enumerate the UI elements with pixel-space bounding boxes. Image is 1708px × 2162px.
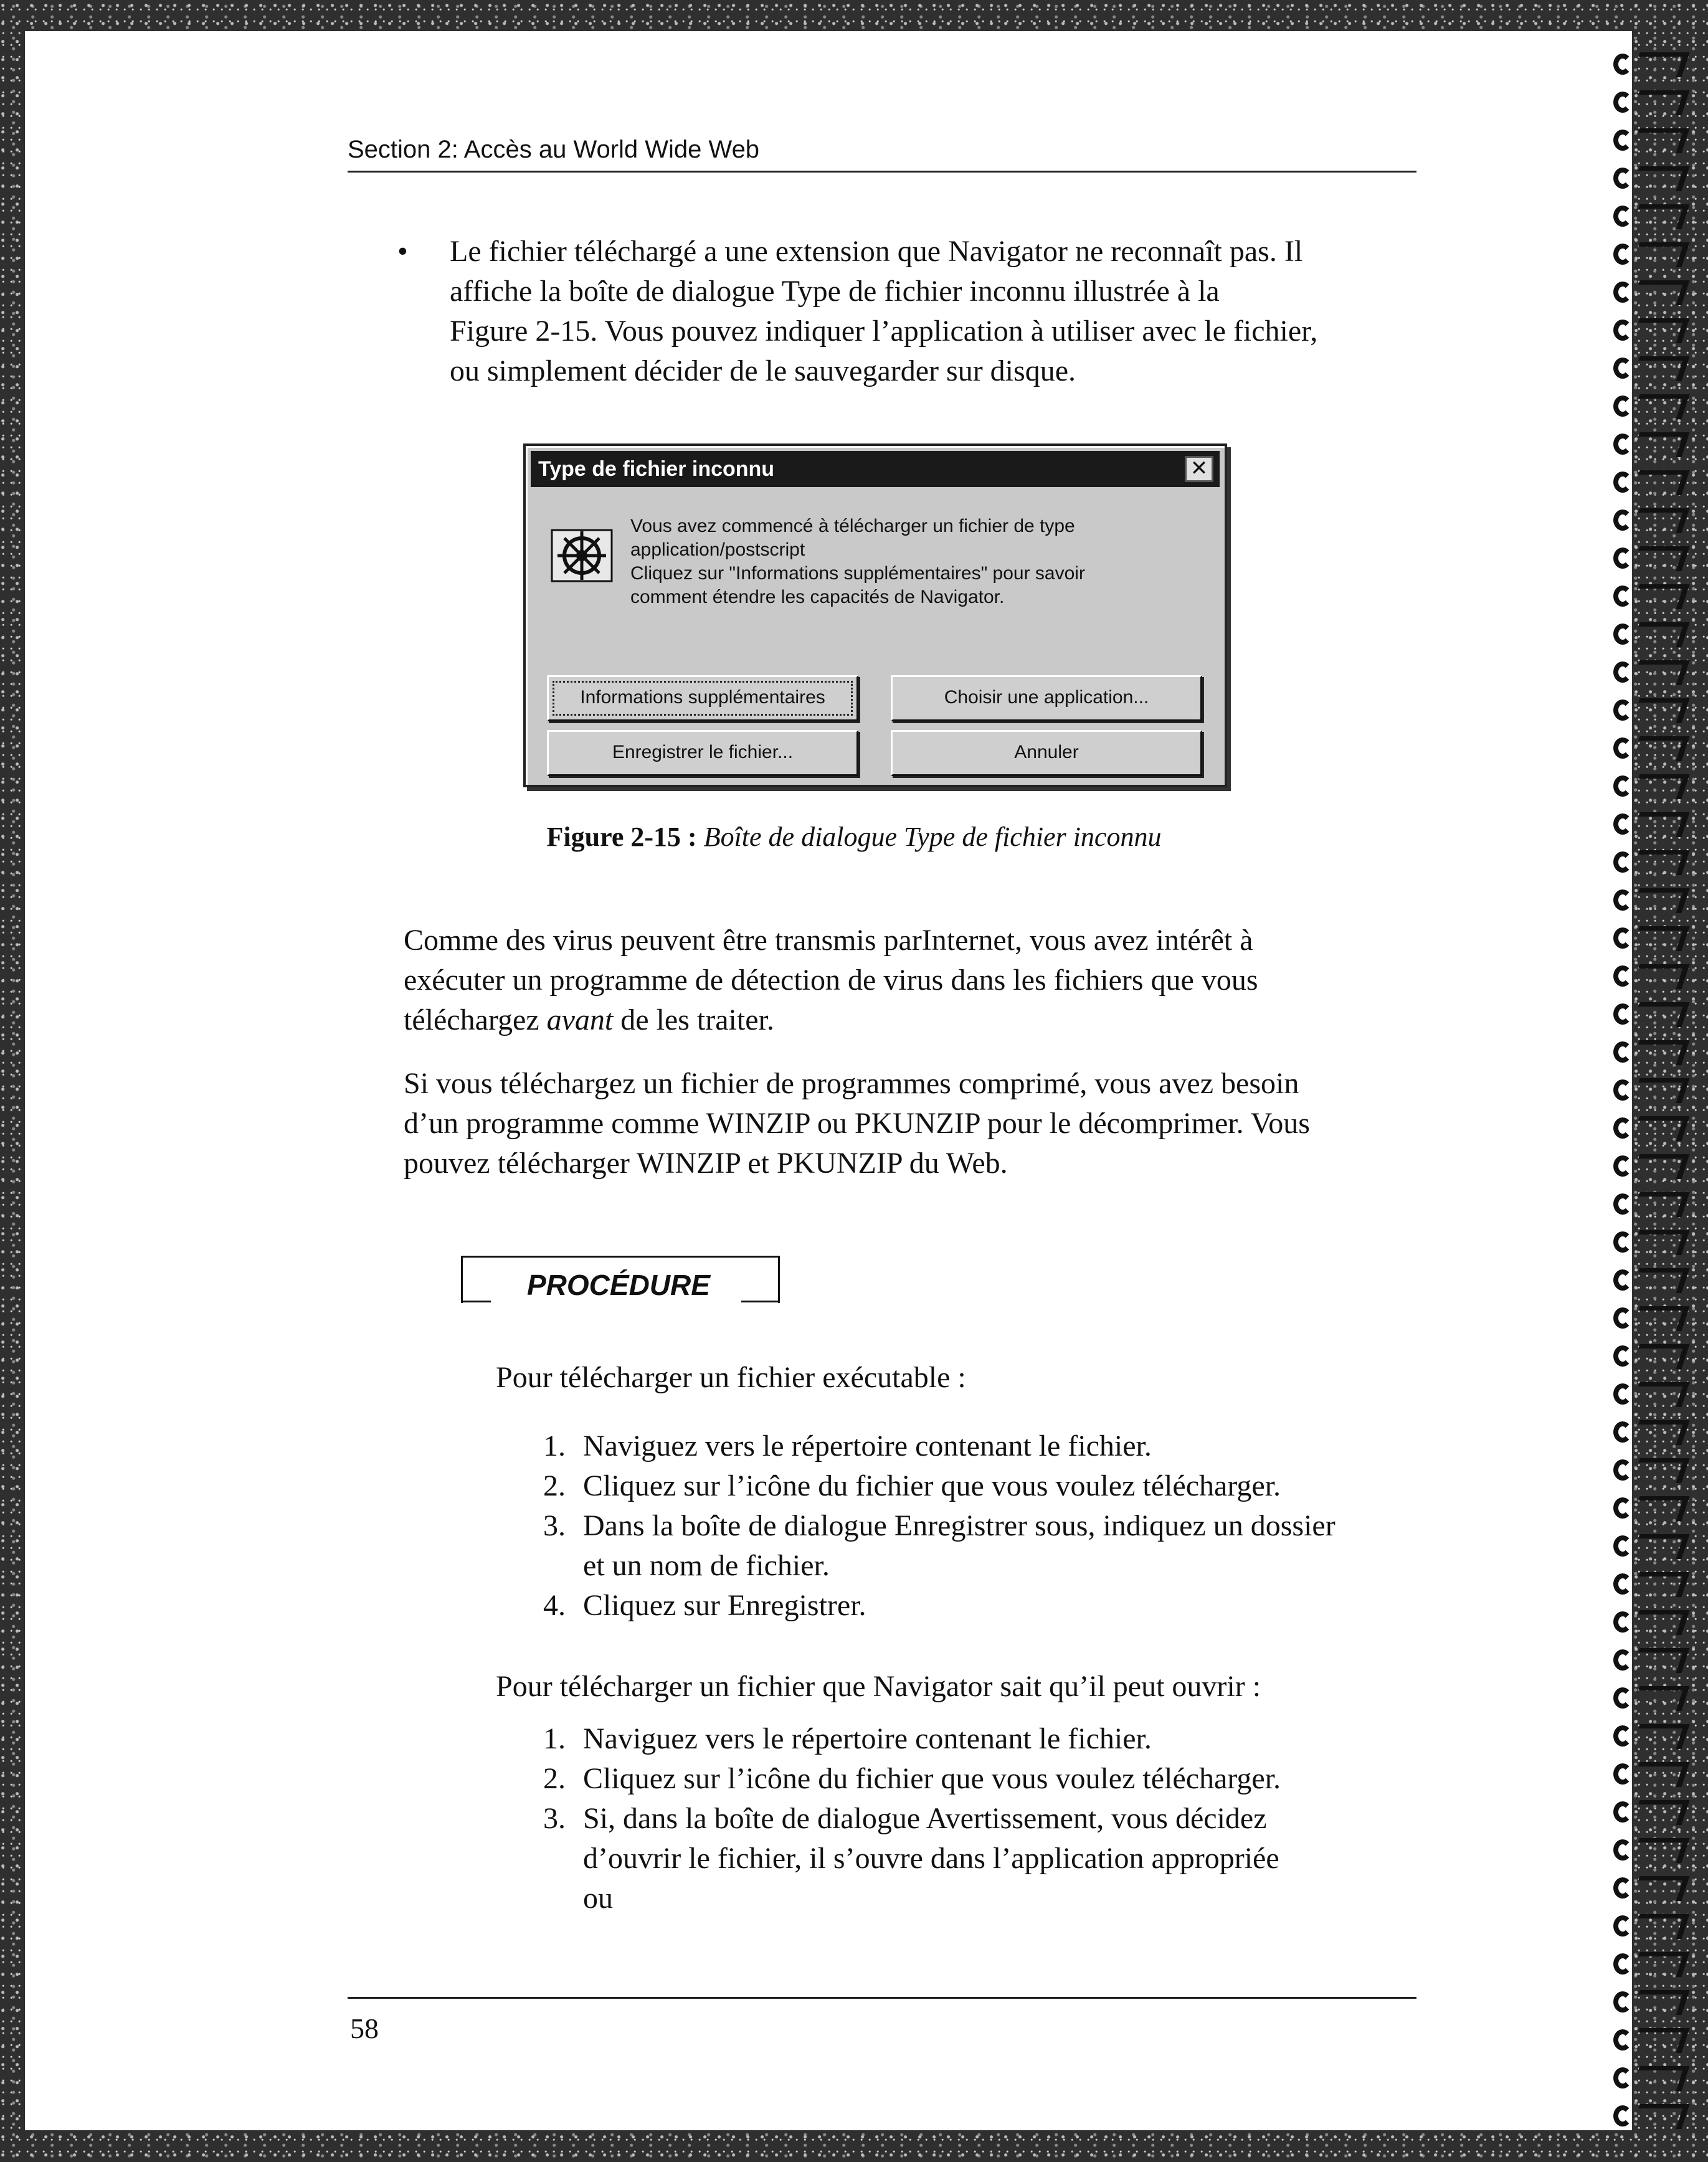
bullet-line: affiche la boîte de dialogue Type de fichier inconnu illustrée à la — [450, 275, 1220, 308]
save-file-button[interactable]: Enregistrer le fichier... — [547, 730, 858, 776]
binding-ring — [1613, 1494, 1694, 1524]
procedure-steps — [543, 1719, 1403, 1918]
binding-ring — [1613, 1722, 1694, 1752]
list-item — [543, 1426, 1403, 1466]
procedure-lead: Pour télécharger un fichier exécutable : — [496, 1361, 966, 1394]
binding-ring — [1613, 506, 1694, 536]
procedure-lead: Pour télécharger un fichier que Navigator sait qu’il peut ouvrir : — [496, 1670, 1261, 1703]
binding-ring — [1613, 1190, 1694, 1220]
footer-rule — [348, 1997, 1416, 1999]
procedure-box-edge — [741, 1301, 780, 1302]
more-info-button[interactable]: Informations supplémentaires — [547, 675, 858, 721]
page-number: 58 — [350, 2013, 379, 2044]
list-item — [543, 1719, 1403, 1759]
spiral-binding — [1601, 37, 1708, 2143]
binding-ring — [1613, 240, 1694, 270]
step-number: 1. — [543, 1722, 566, 1755]
wheel-icon — [551, 524, 613, 586]
binding-ring — [1613, 354, 1694, 384]
bullet-symbol: • — [397, 235, 408, 268]
paragraph-line — [404, 1000, 1425, 1040]
binding-ring — [1613, 1418, 1694, 1448]
binding-ring — [1613, 1570, 1694, 1600]
emphasis-text: avant — [546, 1003, 614, 1036]
binding-ring — [1613, 2064, 1694, 2093]
binding-ring — [1613, 278, 1694, 308]
binding-ring — [1613, 1228, 1694, 1258]
binding-ring — [1613, 772, 1694, 802]
binding-ring — [1613, 468, 1694, 498]
step-text: Si, dans la boîte de dialogue Avertissement, vous décidez — [583, 1802, 1267, 1835]
binding-ring — [1613, 1684, 1694, 1714]
procedure-label: PROCÉDURE — [527, 1269, 710, 1301]
step-number: 3. — [543, 1802, 566, 1835]
binding-ring — [1613, 1304, 1694, 1334]
list-item — [543, 1759, 1403, 1799]
paragraph-text: de les traiter. — [613, 1003, 774, 1036]
choose-application-button[interactable]: Choisir une application... — [891, 675, 1202, 721]
bullet-line: Le fichier téléchargé a une extension que Navigator ne reconnaît pas. Il — [450, 235, 1303, 268]
step-text: Dans la boîte de dialogue Enregistrer sous, indiquez un dossier — [583, 1509, 1336, 1542]
header-rule — [348, 171, 1416, 173]
binding-ring — [1613, 1950, 1694, 1979]
binding-ring — [1613, 1342, 1694, 1372]
binding-ring — [1613, 1760, 1694, 1790]
dialog-message-line: Vous avez commencé à télécharger un fichier de type — [630, 516, 1075, 536]
step-text: ou — [583, 1882, 613, 1915]
step-text: Naviguez vers le répertoire contenant le fichier. — [583, 1722, 1152, 1755]
binding-ring — [1613, 886, 1694, 916]
figure-caption — [0, 821, 1708, 853]
dialog-message-line: application/postscript — [630, 539, 805, 560]
dialog-message — [630, 514, 1203, 609]
step-text: d’ouvrir le fichier, il s’ouvre dans l’application appropriée — [583, 1842, 1279, 1875]
step-text: Cliquez sur Enregistrer. — [583, 1589, 866, 1622]
bullet-line: ou simplement décider de le sauvegarder sur disque. — [450, 354, 1076, 387]
binding-ring — [1613, 202, 1694, 232]
binding-ring — [1613, 2026, 1694, 2055]
binding-ring — [1613, 1646, 1694, 1676]
step-number: 1. — [543, 1429, 566, 1463]
step-text: et un nom de fichier. — [583, 1549, 830, 1582]
step-text: Cliquez sur l’icône du fichier que vous voulez télécharger. — [583, 1762, 1281, 1795]
list-item — [543, 1506, 1403, 1586]
cancel-button[interactable]: Annuler — [891, 730, 1202, 776]
step-text: Cliquez sur l’icône du fichier que vous voulez télécharger. — [583, 1469, 1281, 1502]
binding-ring — [1613, 1608, 1694, 1638]
binding-ring — [1613, 1076, 1694, 1106]
binding-ring — [1613, 1000, 1694, 1030]
binding-ring — [1613, 1912, 1694, 1942]
binding-ring — [1613, 1988, 1694, 2017]
bullet-line: Figure 2-15. Vous pouvez indiquer l’application à utiliser avec le fichier, — [450, 315, 1318, 348]
binding-ring — [1613, 1456, 1694, 1486]
figure-label: Figure 2-15 : — [546, 822, 697, 852]
binding-ring — [1613, 734, 1694, 764]
paragraph-text: téléchargez — [404, 1003, 547, 1036]
binding-ring — [1613, 2102, 1694, 2131]
binding-ring — [1613, 1038, 1694, 1068]
binding-ring — [1613, 1874, 1694, 1904]
step-number: 4. — [543, 1589, 566, 1622]
binding-ring — [1613, 1836, 1694, 1866]
procedure-box-edge — [461, 1301, 491, 1302]
binding-ring — [1613, 1152, 1694, 1182]
close-button[interactable] — [1185, 456, 1213, 482]
step-number: 2. — [543, 1469, 566, 1502]
step-text: Naviguez vers le répertoire contenant le fichier. — [583, 1429, 1152, 1463]
procedure-steps — [543, 1426, 1403, 1626]
paragraph-line: pouvez télécharger WINZIP et PKUNZIP du Web. — [404, 1147, 1008, 1180]
binding-ring — [1613, 392, 1694, 422]
binding-ring — [1613, 1798, 1694, 1828]
dialog-message-line: comment étendre les capacités de Navigator. — [630, 587, 1005, 607]
dialog-titlebar — [531, 451, 1220, 487]
zip-paragraph — [404, 1064, 1425, 1183]
binding-ring — [1613, 544, 1694, 574]
binding-ring — [1613, 658, 1694, 688]
binding-ring — [1613, 582, 1694, 612]
step-number: 3. — [543, 1509, 566, 1542]
binding-ring — [1613, 620, 1694, 650]
binding-ring — [1613, 1114, 1694, 1144]
paragraph-line: d’un programme comme WINZIP ou PKUNZIP pour le décomprimer. Vous — [404, 1107, 1310, 1140]
binding-ring — [1613, 924, 1694, 954]
binding-ring — [1613, 316, 1694, 346]
binding-ring — [1613, 696, 1694, 726]
paragraph-line: exécuter un programme de détection de virus dans les fichiers que vous — [404, 964, 1258, 997]
binding-ring — [1613, 50, 1694, 80]
binding-ring — [1613, 164, 1694, 194]
binding-ring — [1613, 1266, 1694, 1296]
binding-ring — [1613, 430, 1694, 460]
binding-ring — [1613, 962, 1694, 992]
binding-ring — [1613, 1532, 1694, 1562]
list-item — [543, 1799, 1403, 1918]
list-item — [543, 1586, 1403, 1626]
step-number: 2. — [543, 1762, 566, 1795]
paragraph-line: Comme des virus peuvent être transmis parInternet, vous avez intérêt à — [404, 924, 1253, 957]
figure-caption-text: Boîte de dialogue Type de fichier inconnu — [696, 822, 1162, 852]
paragraph-line: Si vous téléchargez un fichier de programmes comprimé, vous avez besoin — [404, 1067, 1299, 1100]
dialog-title: Type de fichier inconnu — [538, 457, 775, 481]
binding-ring — [1613, 88, 1694, 118]
binding-ring — [1613, 126, 1694, 156]
close-icon: ✕ — [1190, 456, 1208, 481]
bullet-paragraph — [450, 232, 1421, 391]
dialog-message-line: Cliquez sur "Informations supplémentaires" pour savoir — [630, 563, 1085, 584]
virus-paragraph — [404, 921, 1425, 1040]
unknown-file-type-dialog — [523, 443, 1227, 787]
section-header: Section 2: Accès au World Wide Web — [348, 136, 760, 163]
list-item — [543, 1466, 1403, 1506]
binding-ring — [1613, 1380, 1694, 1410]
